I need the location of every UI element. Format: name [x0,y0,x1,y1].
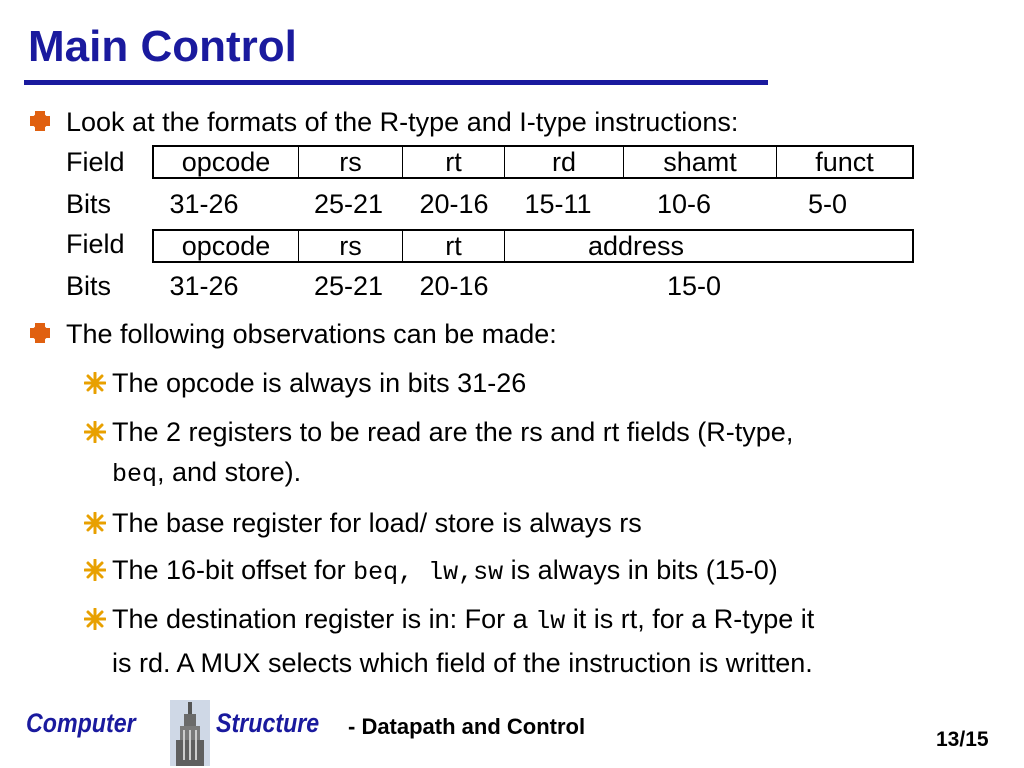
code-lw: lw [535,607,566,636]
rtype-bits-opcode: 31-26 [169,189,239,219]
obs-destination-line2: is rd. A MUX selects which field of the instruction is written. [112,648,813,678]
obs-opcode: The opcode is always in bits 31-26 [112,368,527,398]
page-number: 13/15 [936,728,989,751]
code-beq: beq [112,460,158,489]
rtype-field-funct: funct [815,147,874,177]
rtype-format-box [152,145,914,179]
itype-format-box [152,229,914,263]
itype-bits-address: 15-0 [666,271,722,301]
footer-subtitle: - Datapath and Control [348,714,586,739]
rtype-field-rd: rd [551,147,576,177]
obs-registers-tail: , and store). [157,457,302,487]
obs-base-register: The base register for load/ store is always rs [112,508,642,538]
bullet-observations: The following observations can be made: [66,319,557,349]
rtype-field-shamt: shamt [663,147,737,177]
title-underline [24,80,768,85]
obs-offset-a: The 16-bit offset for [112,555,354,585]
obs-offset [112,551,778,592]
obs-destination-line1 [112,600,814,641]
obs-registers-line1: The 2 registers to be read are the rs and rt fields (R-type, [112,417,794,447]
star-bullet-icon [84,559,106,581]
star-bullet-icon [84,512,106,534]
rtype-bits-shamt: 10-6 [656,189,712,219]
footer-computer: Computer [26,708,136,738]
building-logo-icon [170,700,210,766]
itype-bits-label: Bits [66,271,112,301]
itype-field-rt: rt [445,231,462,261]
star-bullet-icon [84,372,106,394]
obs-dest-b: it is rt, for a R-type it [565,604,815,634]
itype-bits-rt: 20-16 [419,271,489,301]
code-beq-lw-sw: beq, lw,sw [353,558,504,587]
itype-bits-opcode: 31-26 [169,271,239,301]
rtype-field-opcode: opcode [181,147,271,177]
rtype-field-rs: rs [339,147,362,177]
footer-structure: Structure [216,708,320,738]
obs-registers-line2 [112,453,301,494]
itype-bits-rs: 25-21 [313,271,384,301]
rtype-bits-rd: 15-11 [524,189,592,219]
bullet-square-icon [30,323,50,343]
rtype-bits-funct: 5-0 [807,189,848,219]
rtype-field-rt: rt [445,147,462,177]
rtype-bits-rt: 20-16 [419,189,489,219]
slide-title: Main Control [28,22,297,71]
obs-offset-b: is always in bits (15-0) [503,555,778,585]
rtype-field-label: Field [66,147,125,177]
itype-field-opcode: opcode [181,231,271,261]
itype-field-label: Field [66,229,125,259]
rtype-bits-label: Bits [66,189,112,219]
bullet-formats: Look at the formats of the R-type and I-type instructions: [66,107,739,137]
rtype-bits-rs: 25-21 [313,189,384,219]
star-bullet-icon [84,608,106,630]
itype-field-rs: rs [339,231,362,261]
itype-field-address: address [587,231,685,261]
obs-dest-a: The destination register is in: For a [112,604,536,634]
star-bullet-icon [84,421,106,443]
bullet-square-icon [30,111,50,131]
